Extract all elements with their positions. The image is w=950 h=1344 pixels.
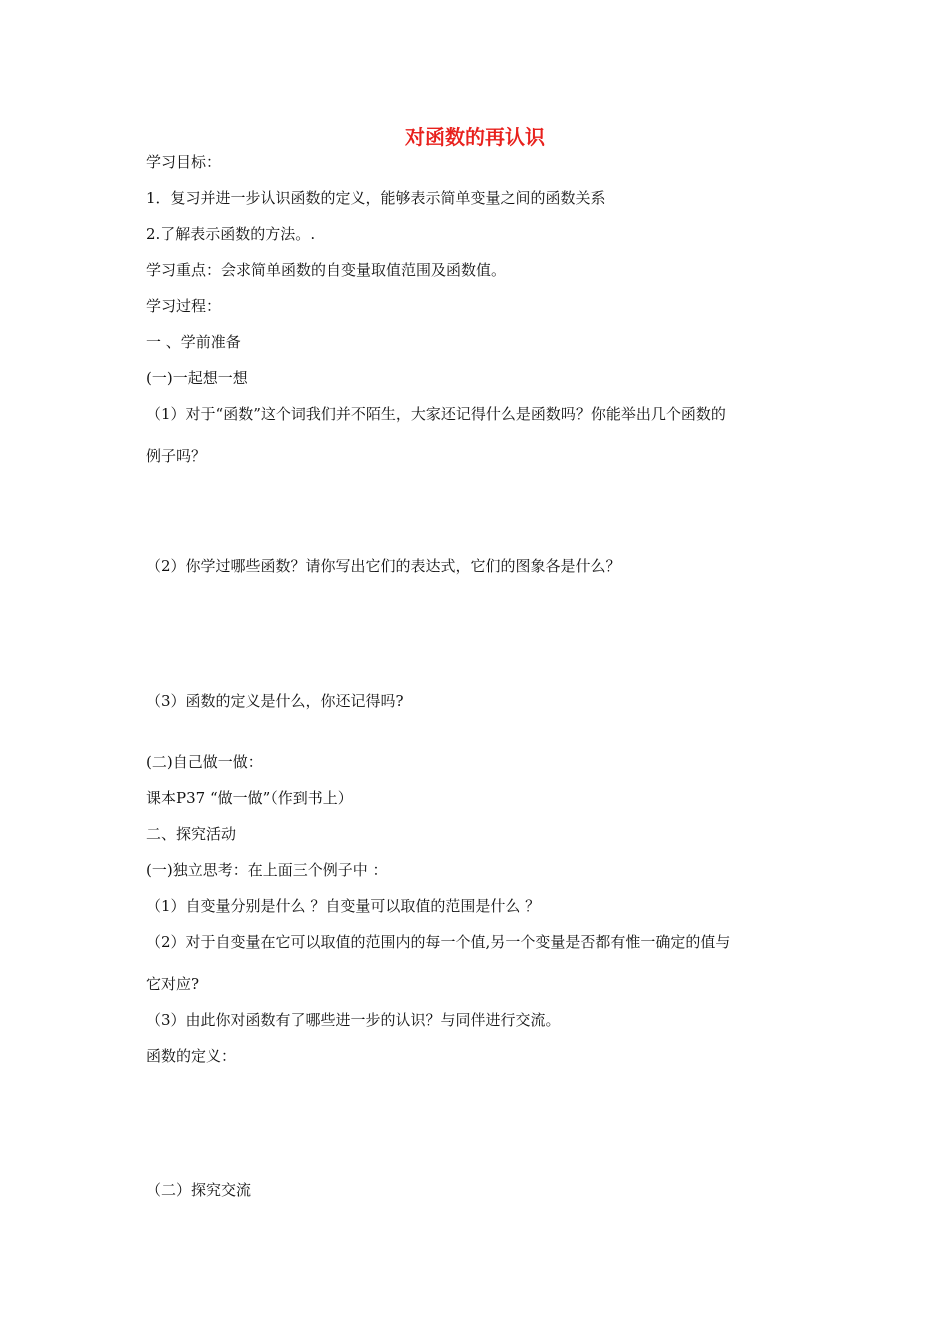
section-heading-exploration: 二、探究活动	[146, 825, 237, 843]
subsection-heading-independent-thinking: (一)独立思考：在上面三个例子中 ：	[146, 861, 388, 879]
subsection-heading-preparation: 一 、学前准备	[146, 333, 241, 351]
subsection-heading-do-yourself: (二)自己做一做：	[146, 753, 263, 771]
subsection-heading-think-together: (一)一起想一想	[146, 369, 248, 387]
question-2: （2）你学过哪些函数？请你写出它们的表达式，它们的图象各是什么？	[146, 557, 621, 575]
function-definition-label: 函数的定义：	[146, 1047, 237, 1065]
question-3: （3）函数的定义是什么，你还记得吗?	[146, 692, 404, 710]
goal-item-1: 1．复习并进一步认识函数的定义，能够表示简单变量之间的函数关系	[146, 189, 606, 207]
question-1-line-2: 例子吗？	[146, 447, 207, 465]
goal-item-2: 2.了解表示函数的方法。.	[146, 225, 316, 243]
thinking-question-1: （1）自变量分别是什么 ？自变量可以取值的范围是什么 ？	[146, 897, 541, 915]
textbook-reference: 课本P37 “做一做”（作到书上）	[146, 789, 353, 807]
thinking-question-3: （3）由此你对函数有了哪些进一步的认识？与同伴进行交流。	[146, 1011, 561, 1029]
page-title: 对函数的再认识	[405, 125, 545, 149]
thinking-question-2-line-1: （2）对于自变量在它可以取值的范围内的每一个值,另一个变量是否都有惟一确定的值与	[146, 933, 731, 951]
thinking-question-2-line-2: 它对应?	[146, 975, 200, 993]
section-heading-learning-goals: 学习目标：	[146, 153, 222, 171]
learning-focus: 学习重点：会求简单函数的自变量取值范围及函数值。	[146, 261, 507, 279]
question-1-line-1: （1）对于“函数”这个词我们并不陌生，大家还记得什么是函数吗？你能举出几个函数的	[146, 405, 726, 423]
subsection-heading-explore-exchange: （二）探究交流	[146, 1181, 252, 1199]
section-heading-learning-process: 学习过程：	[146, 297, 222, 315]
